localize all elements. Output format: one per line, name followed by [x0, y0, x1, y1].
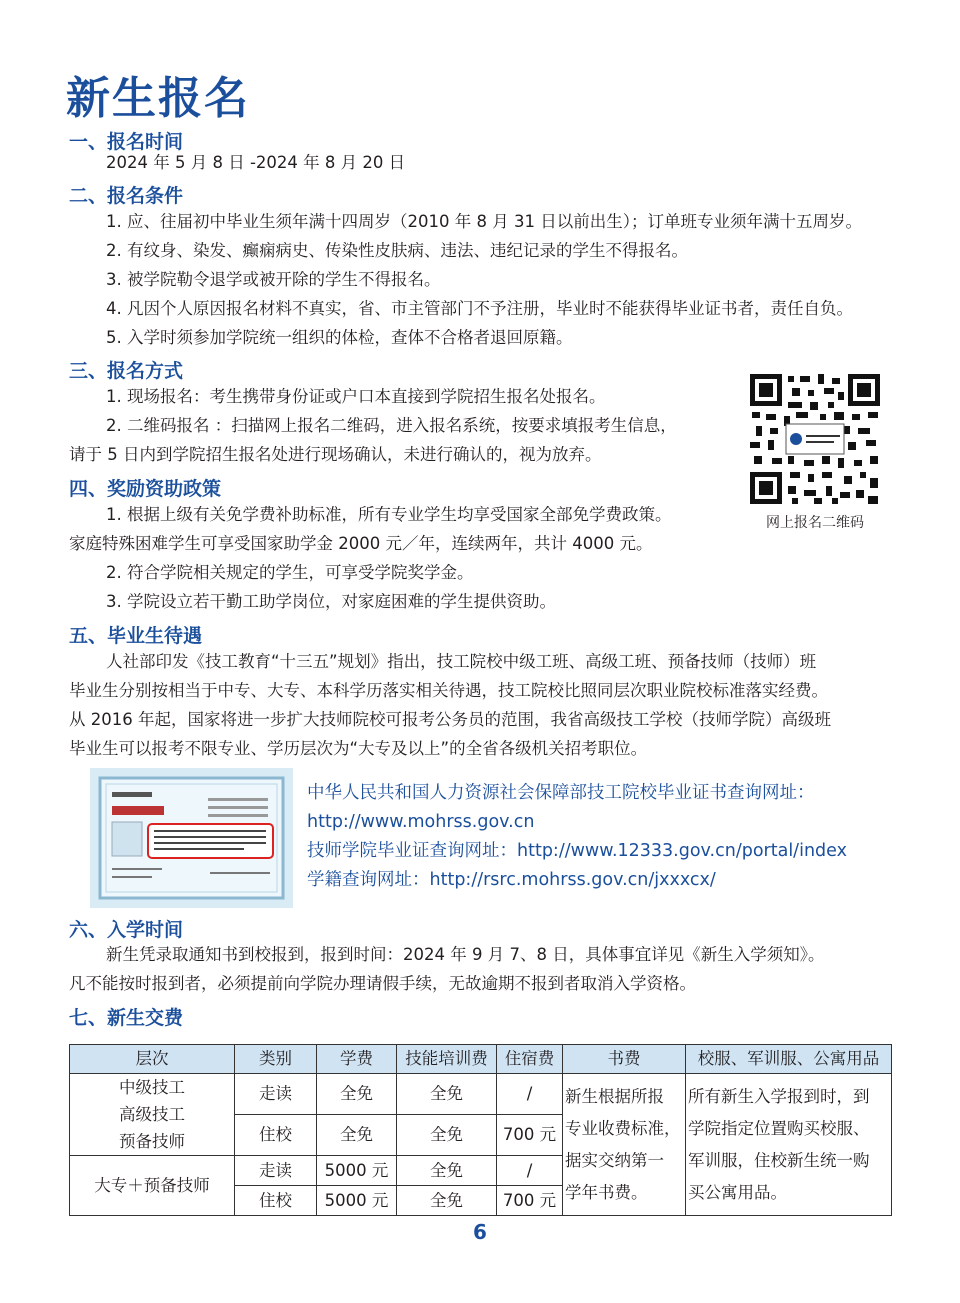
header-cell: 校服、军训服、公寓用品 — [686, 1045, 892, 1074]
graduate-paragraph: 从 2016 年起，国家将进一步扩大技师院校可报考公务员的范围，我省高级技工学校（技师学院）高级班 — [69, 710, 831, 729]
graduate-paragraph: 毕业生可以报考不限专业、学历层次为“大专及以上”的全省各级机关招考职位。 — [69, 739, 648, 758]
query-link-mohrss[interactable]: http://www.mohrss.gov.cn — [307, 812, 535, 832]
header-cell: 住宿费 — [497, 1045, 563, 1074]
method-qrcode: 2. 二维码报名 ：扫描网上报名二维码，进入报名系统，按要求填报考生信息， — [106, 416, 677, 435]
table-cell: 住校 — [235, 1186, 317, 1216]
condition-item: 2. 有纹身、染发、癫痫病史、传染性皮肤病、违法、违纪记录的学生不得报名。 — [106, 241, 688, 260]
enroll-line: 凡不能按时报到者，必须提前向学院办理请假手续，无故逾期不报到者取消入学资格。 — [69, 974, 696, 993]
uniform-fee-cell: 所有新生入学报到时，到 学院指定位置购买校服、 军训服，住校新生统一购 买公寓用品。 — [686, 1074, 892, 1216]
condition-item: 3. 被学院勒令退学或被开除的学生不得报名。 — [106, 270, 441, 289]
books-fee-cell: 新生根据所报 专业收费标准， 据实交纳第一 学年书费。 — [563, 1074, 686, 1216]
aid-item: 2. 符合学院相关规定的学生，可享受学院奖学金。 — [106, 563, 474, 582]
table-cell: 走读 — [235, 1074, 317, 1115]
aid-item: 1. 根据上级有关免学费补助标准，所有专业学生均享受国家全部免学费政策。 — [106, 505, 672, 524]
section-heading-fees: 七、新生交费 — [69, 1007, 184, 1029]
table-row — [70, 1074, 892, 1115]
fee-table — [69, 1044, 892, 1216]
level-cell-group1: 中级技工 高级技工 预备技师 — [70, 1074, 235, 1156]
certificate-image — [90, 768, 293, 908]
table-cell: 全免 — [397, 1115, 497, 1156]
table-cell: 全免 — [397, 1074, 497, 1115]
qr-caption: 网上报名二维码 — [766, 515, 864, 531]
query-link-12333[interactable]: 技师学院毕业证查询网址：http://www.12333.gov.cn/portal/index — [307, 841, 847, 861]
table-cell: / — [497, 1156, 563, 1186]
section-heading-aid: 四、奖励资助政策 — [69, 478, 222, 500]
table-cell: 住校 — [235, 1115, 317, 1156]
aid-item: 3. 学院设立若干勤工助学岗位，对家庭困难的学生提供资助。 — [106, 592, 556, 611]
section-heading-method: 三、报名方式 — [69, 360, 184, 382]
method-qrcode-cont: 请于 5 日内到学院招生报名处进行现场确认，未进行确认的，视为放弃。 — [69, 445, 602, 464]
qr-code-image[interactable] — [748, 372, 882, 506]
header-cell: 技能培训费 — [397, 1045, 497, 1074]
section-heading-enroll: 六、入学时间 — [69, 919, 184, 941]
registration-period: 2024 年 5 月 8 日 -2024 年 8 月 20 日 — [106, 153, 406, 172]
header-cell: 书费 — [563, 1045, 686, 1074]
graduate-paragraph: 毕业生分别按相当于中专、大专、本科学历落实相关待遇，技工院校比照同层次职业院校标准落实经费。 — [69, 681, 828, 700]
table-cell: 全免 — [317, 1074, 397, 1115]
level-cell-group2: 大专＋预备技师 — [70, 1156, 235, 1216]
section-heading-time: 一、报名时间 — [69, 131, 184, 153]
section-heading-conditions: 二、报名条件 — [69, 185, 184, 207]
section-heading-graduate: 五、毕业生待遇 — [69, 625, 203, 647]
query-link-label: 中华人民共和国人力资源社会保障部技工院校毕业证书查询网址： — [307, 783, 815, 803]
header-cell: 学费 — [317, 1045, 397, 1074]
header-cell: 层次 — [70, 1045, 235, 1074]
table-cell: 全免 — [317, 1115, 397, 1156]
table-cell: 全免 — [397, 1156, 497, 1186]
table-cell: 走读 — [235, 1156, 317, 1186]
aid-item-cont: 家庭特殊困难学生可享受国家助学金 2000 元／年，连续两年，共计 4000 元。 — [69, 534, 653, 553]
table-cell: 5000 元 — [317, 1186, 397, 1216]
page-title: 新生报名 — [66, 73, 250, 124]
table-cell: 700 元 — [497, 1115, 563, 1156]
table-cell: 5000 元 — [317, 1156, 397, 1186]
condition-item: 5. 入学时须参加学院统一组织的体检，查体不合格者退回原籍。 — [106, 328, 573, 347]
table-cell: 全免 — [397, 1186, 497, 1216]
table-cell: / — [497, 1074, 563, 1115]
table-header-row — [70, 1045, 892, 1074]
table-cell: 700 元 — [497, 1186, 563, 1216]
header-cell: 类别 — [235, 1045, 317, 1074]
condition-item: 1. 应、往届初中毕业生须年满十四周岁（2010 年 8 月 31 日以前出生）；订单班专业须年满十五周岁。 — [106, 212, 862, 231]
condition-item: 4. 凡因个人原因报名材料不真实，省、市主管部门不予注册，毕业时不能获得毕业证书者，责任自负。 — [106, 299, 853, 318]
page-number: 6 — [473, 1220, 487, 1244]
enroll-line: 新生凭录取通知书到校报到，报到时间：2024 年 9 月 7、8 日，具体事宜详见《新生入学须知》。 — [106, 945, 825, 964]
graduate-paragraph: 人社部印发《技工教育“十三五”规划》指出，技工院校中级工班、高级工班、预备技师（技师）班 — [106, 652, 817, 671]
query-link-rsrc[interactable]: 学籍查询网址：http://rsrc.mohrss.gov.cn/jxxxcx/ — [307, 870, 716, 890]
method-onsite: 1. 现场报名：考生携带身份证或户口本直接到学院招生报名处报名。 — [106, 387, 606, 406]
